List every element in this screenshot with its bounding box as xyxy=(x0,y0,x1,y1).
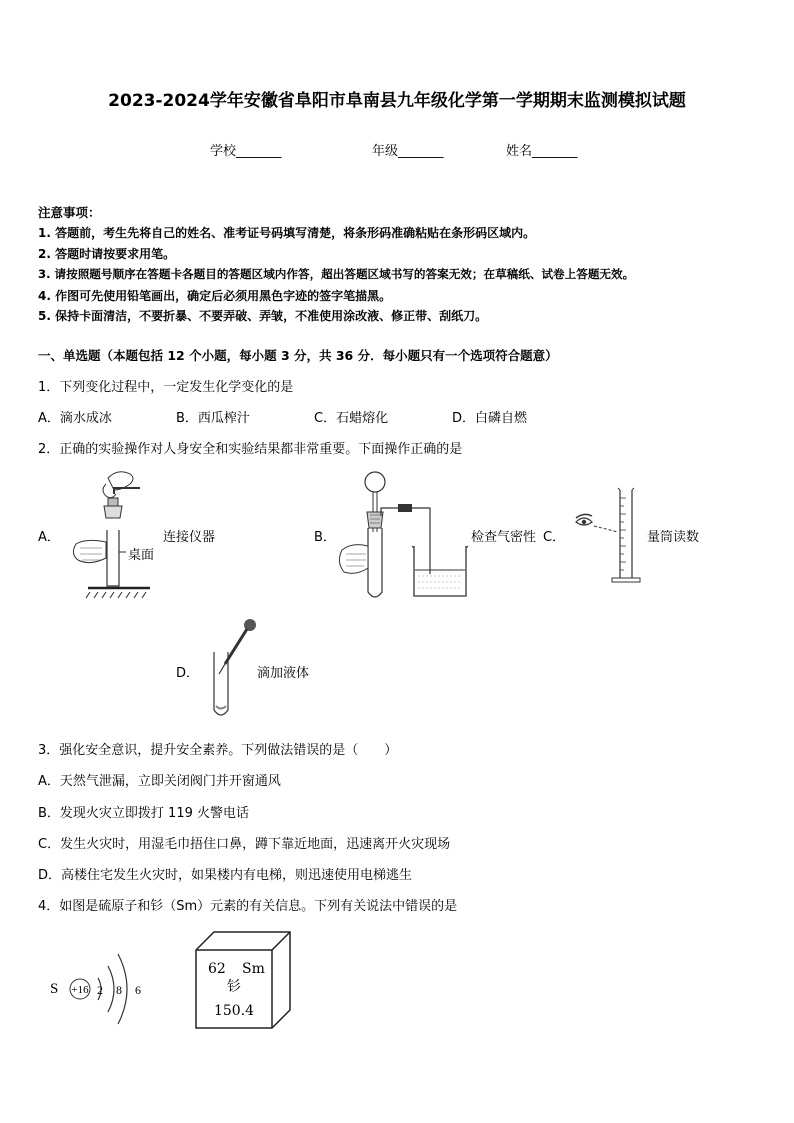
section-heading: 一、单选题（本题包括 12 个小题，每小题 3 分，共 36 分．每小题只有一个选项符合题意） xyxy=(38,348,558,363)
question-4-stem: 4．如图是硫原子和钐（Sm）元素的有关信息。下列有关说法中错误的是 xyxy=(38,899,458,914)
q1-option-b: B．西瓜榨汁 xyxy=(176,411,250,426)
q3-option-d: D．高楼住宅发生火灾时，如果楼内有电梯，则迅速使用电梯逃生 xyxy=(38,868,413,883)
q2-option-b-letter: B． xyxy=(314,530,336,545)
dropping-liquid-figure xyxy=(205,618,260,722)
q3-option-a: A．天然气泄漏，立即关闭阀门并开窗通风 xyxy=(38,774,281,789)
note-item: 1. 答题前，考生先将自己的姓名、准考证号码填写清楚，将条形码准确粘贴在条形码区域内。 xyxy=(38,226,536,240)
q2-option-a-label: 连接仪器 xyxy=(163,530,216,545)
atomic-mass: 150.4 xyxy=(213,1003,255,1019)
airtightness-check-figure xyxy=(340,468,475,603)
graduated-cylinder-figure xyxy=(572,486,647,586)
school-field: 学校_______ xyxy=(210,144,282,159)
atom-symbol: S xyxy=(50,981,59,997)
atomic-number: 62 xyxy=(208,961,226,977)
note-item: 5. 保持卡面清洁，不要折暴、不要弄破、弄皱，不准使用涂改液、修正带、刮纸刀。 xyxy=(38,309,488,323)
question-3-stem: 3．强化安全意识，提升安全素养。下列做法错误的是（ ） xyxy=(38,743,398,758)
sulfur-atom-structure-diagram xyxy=(46,946,146,1030)
q3-option-c: C．发生火灾时，用湿毛巾捂住口鼻，蹲下靠近地面，迅速离开火灾现场 xyxy=(38,837,451,852)
q1-option-c: C．石蜡熔化 xyxy=(314,411,389,426)
question-2-stem: 2．正确的实验操作对人身安全和实验结果都非常重要。下面操作正确的是 xyxy=(38,442,463,457)
q2-option-c-letter: C． xyxy=(543,530,566,545)
note-item: 2. 答题时请按要求用笔。 xyxy=(38,247,176,261)
q2-option-b-label: 检查气密性 xyxy=(471,530,537,545)
question-1-stem: 1．下列变化过程中，一定发生化学变化的是 xyxy=(38,380,294,395)
nucleus-charge: +16 xyxy=(71,984,89,996)
q2-option-d-letter: D． xyxy=(176,666,200,681)
note-item: 4. 作图可先使用铅笔画出，确定后必须用黑色字迹的签字笔描黑。 xyxy=(38,289,392,303)
grade-field: 年级_______ xyxy=(372,144,444,159)
q2-option-c-label: 量筒读数 xyxy=(647,530,700,545)
notes-heading: 注意事项： xyxy=(38,205,101,220)
q2-option-a-letter: A． xyxy=(38,530,60,545)
connect-apparatus-figure xyxy=(70,468,160,598)
q2-desk-label: 桌面 xyxy=(128,548,155,563)
element-symbol: Sm xyxy=(242,961,265,977)
q3-option-b: B．发现火灾立即拨打 119 火警电话 xyxy=(38,806,249,821)
page-title: 2023-2024学年安徽省阜阳市阜南县九年级化学第一学期期末监测模拟试题 xyxy=(108,91,686,111)
name-field: 姓名_______ xyxy=(506,144,578,159)
q1-option-d: D．白磷自燃 xyxy=(452,411,528,426)
samarium-element-card xyxy=(194,930,294,1030)
note-item: 3. 请按照题号顺序在答题卡各题目的答题区域内作答，超出答题区域书写的答案无效；在草稿纸、试卷上答题无效。 xyxy=(38,267,635,281)
q2-option-d-label: 滴加液体 xyxy=(257,666,310,681)
element-name: 钐 xyxy=(227,979,241,995)
electron-shells: 2 8 6 xyxy=(97,983,146,997)
q1-option-a: A．滴水成冰 xyxy=(38,411,112,426)
